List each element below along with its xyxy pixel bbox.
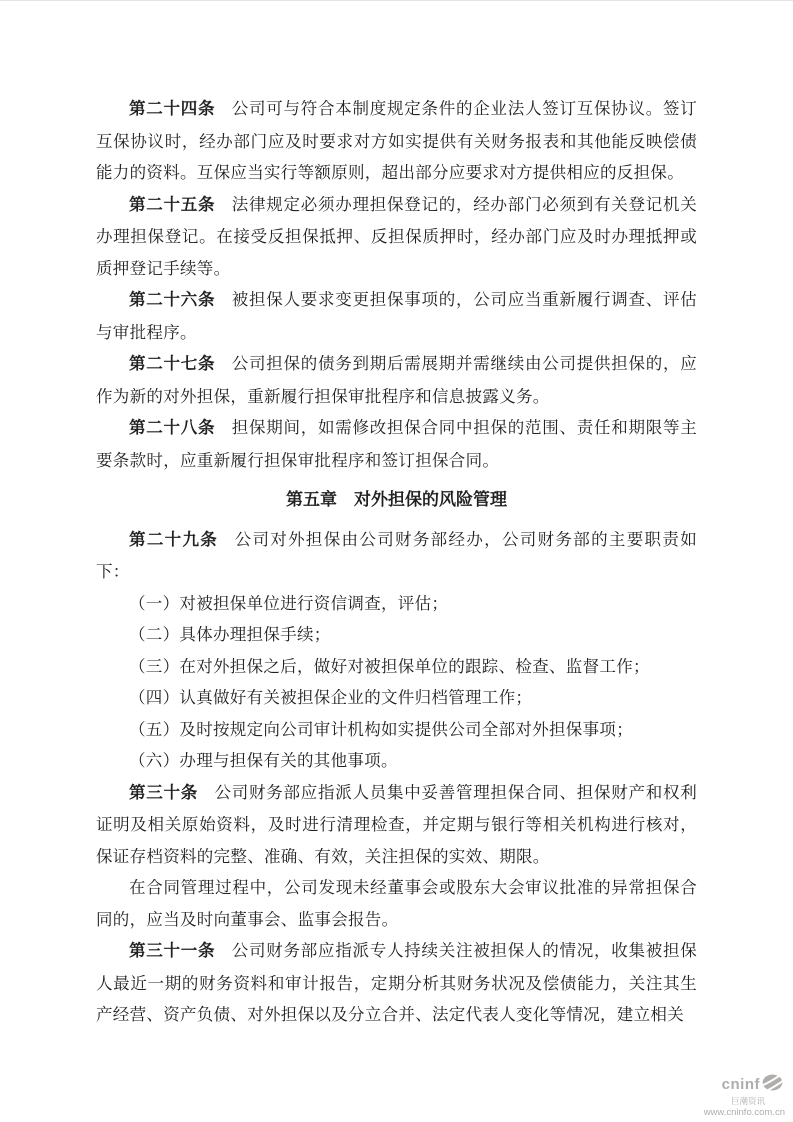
article-30-number: 第三十条 [129, 783, 198, 802]
article-24-number: 第二十四条 [129, 100, 216, 118]
article-27 [96, 348, 697, 412]
cninfo-brand-row [627, 1074, 787, 1096]
article-25-number: 第二十五条 [129, 195, 216, 214]
duty-item-2: （二）具体办理担保手续； [129, 625, 331, 644]
article-26-number: 第二十六条 [129, 291, 216, 309]
duty-item-3: （三）在对外担保之后，做好对被担保单位的跟踪、检查、监督工作； [129, 656, 650, 676]
article-31-number: 第三十一条 [129, 942, 216, 960]
article-28-number: 第二十八条 [129, 419, 216, 437]
cninfo-logo [627, 1074, 787, 1118]
article-30-continuation: 在合同管理过程中，公司发现未经董事会或股东大会审议批准的异常担保合同的，应当及时向董事会、监事会报告。 [96, 878, 697, 929]
article-27-number: 第二十七条 [129, 355, 216, 373]
cninfo-website-url: www.cninfo.com.cn [703, 1106, 785, 1118]
article-28-text: 担保期间，如需修改担保合同中担保的范围、责任和期限等主要条款时，应重新履行担保审批程序和签订担保合同。 [96, 418, 697, 470]
article-29-text: 公司对外担保由公司财务部经办，公司财务部的主要职责如下： [96, 529, 697, 581]
article-29 [96, 524, 697, 588]
article-26-text: 被担保人要求变更担保事项的，公司应当重新履行调查、评估与审批程序。 [96, 290, 697, 342]
duty-item-1: （一）对被担保单位进行资信调查，评估； [129, 593, 449, 613]
article-31 [96, 935, 697, 1031]
duty-item-5: （五）及时按规定向公司审计机构如实提供公司全部对外担保事项； [129, 719, 633, 739]
article-28 [96, 412, 697, 476]
document-body [96, 93, 697, 1031]
cninfo-brand-chinese: 巨潮资讯 [730, 1095, 765, 1106]
cninfo-swirl-icon [762, 1074, 783, 1096]
article-24-text: 公司可与符合本制度规定条件的企业法人签订互保协议。签订互保协议时，经办部门应及时要求对方如实提供有关财务报表和其他能反映偿债能力的资料。互保应当实行等额原则，超出部分应要求对方提供相应的反担保。 [96, 99, 697, 182]
article-29-number: 第二十九条 [129, 530, 219, 549]
duty-item-4: （四）认真做好有关被担保企业的文件归档管理工作； [129, 688, 533, 707]
chapter-heading: 第五章 对外担保的风险管理 [286, 490, 507, 509]
article-31-text: 公司财务部应指派专人持续关注被担保人的情况，收集被担保人最近一期的财务资料和审计报告，定期分析其财务状况及偿债能力，关注其生产经营、资产负债、对外担保以及分立合并、法定代表人变化等情况，建立相关 [96, 941, 697, 1024]
cninfo-brand-text: cninf [721, 1075, 760, 1093]
article-30 [96, 777, 697, 873]
article-27-text: 公司担保的债务到期后需展期并需继续由公司提供担保的，应作为新的对外担保，重新履行担保审批程序和信息披露义务。 [96, 354, 697, 406]
article-24 [96, 93, 697, 189]
duty-item-6: （六）办理与担保有关的其他事项。 [129, 751, 398, 770]
article-30-text: 公司财务部应指派人员集中妥善管理担保合同、担保财产和权利证明及相关原始资料，及时进行清理检查，并定期与银行等相关机构进行核对，保证存档资料的完整、准确、有效，关注担保的实效、期限。 [96, 782, 697, 866]
article-26 [96, 284, 697, 348]
article-25-text: 法律规定必须办理担保登记的，经办部门必须到有关登记机关办理担保登记。在接受反担保抵押、反担保质押时，经办部门应及时办理抵押或质押登记手续等。 [96, 194, 697, 278]
article-25 [96, 189, 697, 285]
